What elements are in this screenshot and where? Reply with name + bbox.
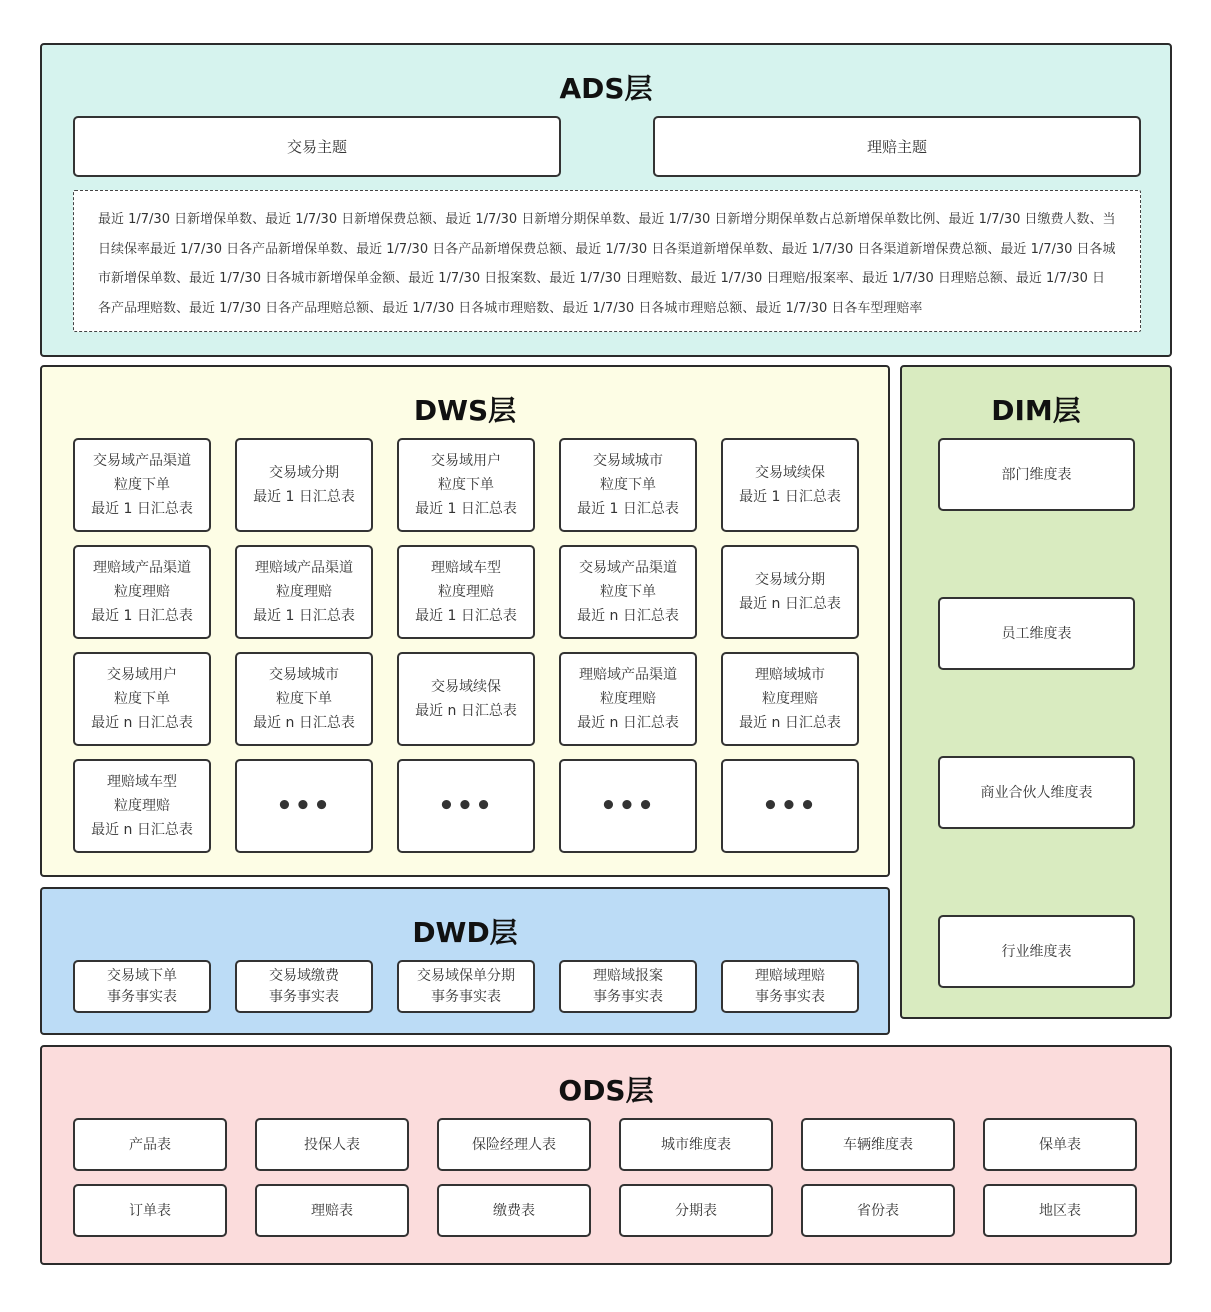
ods-table-label: 保单表 — [1039, 1136, 1081, 1153]
ods-table — [73, 1184, 227, 1237]
ods-table — [619, 1118, 773, 1171]
dws-table-label: 粒度下单 — [600, 584, 656, 600]
dwd-layer-title: DWD层 — [412, 916, 518, 949]
more-tables-ellipsis: ••• — [600, 791, 656, 821]
dws-table-label: 理赔域车型 — [107, 774, 177, 790]
ads-topic-trade — [73, 116, 561, 177]
dwd-table-label: 事务事实表 — [107, 988, 177, 1005]
dim-table-label: 商业合伙人维度表 — [980, 784, 1093, 801]
dim-table-label: 部门维度表 — [1001, 466, 1072, 483]
dws-table-label: 理赔域产品渠道 — [93, 560, 191, 576]
ads-metrics-text: 最近 1/7/30 日新增保单数、最近 1/7/30 日新增保费总额、最近 1/7/30 日新增分期保单数、最近 1/7/30 日新增分期保单数占总新增保单数比例、最近 1/7/30 日缴费人数、当日续保率最近 1/7/30 日各产品新增保单数、最近 1/7/30 日各产品新增保费总额、最近 1/7/30 日各渠道新增保单数、最近 1/7/30 日各渠道新增保费总额、最近 1/7/30 日各城市新增保单数、最近 1/7/30 日各城市新增保单金额、最近 1/7/30 日报案数、最近 1/7/30 日理赔数、最近 1/7/30 日理赔/报案率、最近 1/7/30 日理赔总额、最近 1/7/30 日各产品理赔数、最近 1/7/30 日各产品理赔总额、最近 1/7/30 日各城市理赔数、最近 1/7/30 日各城市理赔总额、最近 1/7/30 日各车型理赔率 — [73, 190, 1141, 332]
dws-table-label: 最近 n 日汇总表 — [91, 822, 193, 838]
ads-topic-label: 交易主题 — [286, 137, 347, 156]
dim-layer-title: DIM层 — [991, 394, 1081, 427]
dws-table — [73, 545, 211, 639]
dws-table-label: 交易域续保 — [755, 465, 825, 481]
dws-table-label: 粒度理赔 — [114, 584, 170, 600]
dws-table-label: 最近 n 日汇总表 — [415, 703, 517, 719]
dws-table-label: 最近 n 日汇总表 — [577, 608, 679, 624]
dim-table-label: 员工维度表 — [1001, 625, 1072, 642]
dws-table — [235, 652, 373, 746]
ads-topic-label: 理赔主题 — [866, 137, 927, 156]
dws-table-label: 最近 1 日汇总表 — [739, 489, 841, 505]
dws-table — [559, 652, 697, 746]
ods-table-label: 保险经理人表 — [472, 1136, 556, 1153]
dws-table-label: 最近 n 日汇总表 — [739, 596, 841, 612]
dwd-table — [721, 960, 859, 1013]
dws-table — [559, 438, 697, 532]
dws-table-label: 最近 n 日汇总表 — [91, 715, 193, 731]
dws-table-label: 交易域用户 — [431, 453, 501, 469]
dws-table-label: 最近 n 日汇总表 — [253, 715, 355, 731]
dim-table — [938, 756, 1135, 829]
dwd-table-label: 交易域保单分期 — [417, 967, 515, 984]
dws-table — [73, 652, 211, 746]
dws-table-label: 交易域用户 — [107, 667, 177, 683]
dws-table-label: 理赔域产品渠道 — [579, 667, 677, 683]
ods-table-label: 产品表 — [129, 1136, 171, 1153]
dws-table-label: 最近 1 日汇总表 — [415, 501, 517, 517]
ods-table — [255, 1118, 409, 1171]
dws-table — [559, 545, 697, 639]
dws-table-label: 最近 1 日汇总表 — [253, 489, 355, 505]
dws-table — [73, 438, 211, 532]
dwd-layer — [40, 887, 890, 1035]
dws-table-label: 粒度理赔 — [438, 584, 494, 600]
more-tables-ellipsis: ••• — [276, 791, 332, 821]
dws-table-label: 粒度下单 — [114, 691, 170, 707]
ods-table — [801, 1184, 955, 1237]
dwd-table — [235, 960, 373, 1013]
dws-table-label: 交易域城市 — [269, 667, 339, 683]
dwd-table — [397, 960, 535, 1013]
dwd-table — [73, 960, 211, 1013]
dws-table-label: 交易域续保 — [431, 679, 501, 695]
dws-table — [397, 652, 535, 746]
ods-table — [73, 1118, 227, 1171]
dws-table — [397, 759, 535, 853]
ods-table-label: 省份表 — [857, 1202, 899, 1219]
dws-layer-title: DWS层 — [413, 394, 517, 427]
ads-layer-title: ADS层 — [559, 72, 653, 105]
ods-table-label: 订单表 — [129, 1202, 171, 1219]
ods-table-label: 分期表 — [675, 1202, 717, 1219]
dws-table — [559, 759, 697, 853]
more-tables-ellipsis: ••• — [762, 791, 818, 821]
dws-table-label: 最近 1 日汇总表 — [91, 501, 193, 517]
dwd-table — [559, 960, 697, 1013]
ads-topic-claim — [653, 116, 1141, 177]
dws-table-label: 最近 n 日汇总表 — [739, 715, 841, 731]
ods-table — [983, 1118, 1137, 1171]
dws-table — [235, 759, 373, 853]
dim-table — [938, 597, 1135, 670]
dws-table — [397, 545, 535, 639]
dwd-table-label: 交易域缴费 — [269, 967, 339, 984]
dws-table-label: 粒度下单 — [600, 477, 656, 493]
dws-table — [235, 438, 373, 532]
dws-layer — [40, 365, 890, 877]
dws-table — [721, 759, 859, 853]
ods-table — [619, 1184, 773, 1237]
ods-layer — [40, 1045, 1172, 1265]
ods-table-label: 缴费表 — [493, 1202, 535, 1219]
dim-table — [938, 915, 1135, 988]
dwd-table-label: 事务事实表 — [269, 988, 339, 1005]
dws-table-label: 粒度理赔 — [762, 691, 818, 707]
ods-table-label: 城市维度表 — [661, 1136, 731, 1153]
dws-table-label: 交易域产品渠道 — [93, 453, 191, 469]
ods-table — [437, 1184, 591, 1237]
ods-table — [983, 1184, 1137, 1237]
ods-table — [801, 1118, 955, 1171]
dws-table-label: 粒度理赔 — [114, 798, 170, 814]
ods-table-label: 投保人表 — [304, 1136, 360, 1153]
dws-table-label: 最近 1 日汇总表 — [91, 608, 193, 624]
ods-table-label: 理赔表 — [311, 1202, 353, 1219]
dws-table-label: 粒度理赔 — [600, 691, 656, 707]
ads-layer — [40, 43, 1172, 357]
dws-table-label: 交易域产品渠道 — [579, 560, 677, 576]
dws-table-label: 最近 1 日汇总表 — [415, 608, 517, 624]
ods-table-label: 车辆维度表 — [843, 1136, 913, 1153]
dws-table-label: 理赔域车型 — [431, 560, 501, 576]
dws-table-label: 粒度下单 — [114, 477, 170, 493]
dws-table-label: 交易域分期 — [269, 465, 339, 481]
dws-table-label: 交易域分期 — [755, 572, 825, 588]
dwd-table-label: 理赔域理赔 — [755, 967, 825, 984]
dws-table-label: 交易域城市 — [593, 453, 663, 469]
more-tables-ellipsis: ••• — [438, 791, 494, 821]
dws-table-label: 最近 1 日汇总表 — [253, 608, 355, 624]
dws-table-label: 粒度下单 — [276, 691, 332, 707]
dws-table-label: 理赔域城市 — [755, 667, 825, 683]
dwd-table-label: 事务事实表 — [755, 988, 825, 1005]
dwd-table-label: 事务事实表 — [431, 988, 501, 1005]
dim-layer — [900, 365, 1172, 1019]
dwd-table-label: 事务事实表 — [593, 988, 663, 1005]
dws-table-label: 最近 n 日汇总表 — [577, 715, 679, 731]
dwd-table-label: 理赔域报案 — [593, 967, 663, 984]
ods-table — [437, 1118, 591, 1171]
dim-table-label: 行业维度表 — [1001, 943, 1072, 960]
dws-table-label: 粒度理赔 — [276, 584, 332, 600]
ods-table — [255, 1184, 409, 1237]
dws-table — [721, 545, 859, 639]
dws-table — [721, 652, 859, 746]
dim-table — [938, 438, 1135, 511]
dws-table-label: 粒度下单 — [438, 477, 494, 493]
dws-table — [721, 438, 859, 532]
dwd-table-label: 交易域下单 — [107, 967, 177, 984]
dws-table — [73, 759, 211, 853]
dws-table — [235, 545, 373, 639]
dws-table-label: 最近 1 日汇总表 — [577, 501, 679, 517]
dws-table — [397, 438, 535, 532]
ods-table-label: 地区表 — [1039, 1202, 1081, 1219]
ods-layer-title: ODS层 — [558, 1074, 654, 1107]
dws-table-label: 理赔域产品渠道 — [255, 560, 353, 576]
